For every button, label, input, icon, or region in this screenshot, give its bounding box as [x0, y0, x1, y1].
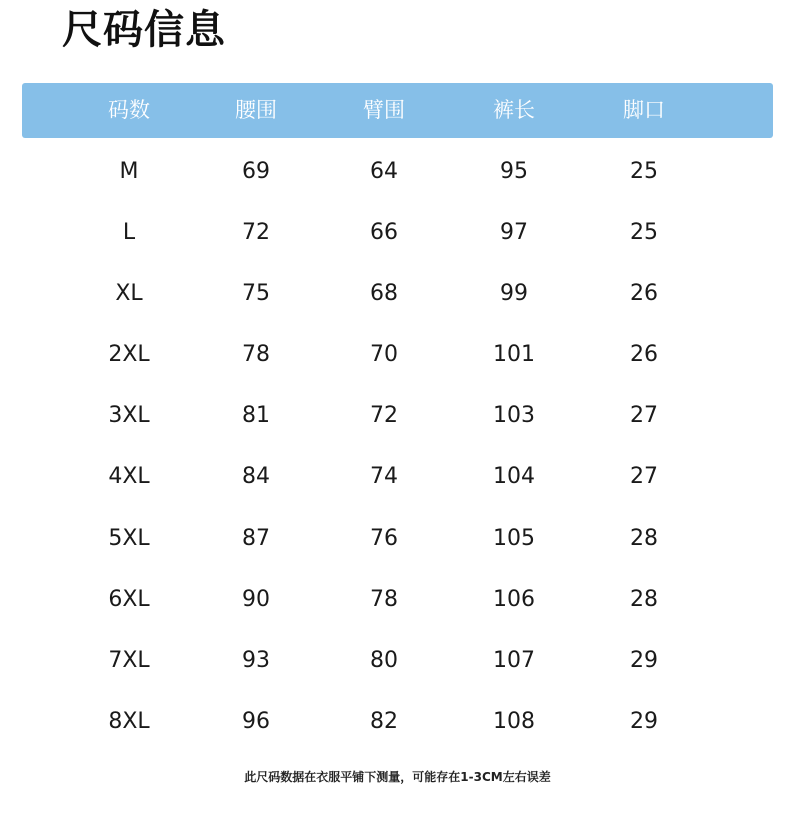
header-hem: 脚口	[623, 98, 665, 122]
table-row	[0, 691, 790, 752]
hem-cell: 27	[630, 464, 658, 489]
arm-cell: 66	[370, 220, 398, 245]
header-size: 码数	[108, 98, 150, 122]
hem-cell: 27	[630, 403, 658, 428]
arm-cell: 72	[370, 403, 398, 428]
hem-cell: 29	[630, 648, 658, 673]
arm-cell: 70	[370, 342, 398, 367]
size-cell: M	[119, 159, 139, 184]
length-cell: 101	[493, 342, 535, 367]
page-title: 尺码信息	[62, 7, 226, 53]
table-row	[0, 324, 790, 385]
hem-cell: 28	[630, 587, 658, 612]
arm-cell: 76	[370, 526, 398, 551]
hem-cell: 25	[630, 159, 658, 184]
waist-cell: 69	[242, 159, 270, 184]
header-waist: 腰围	[235, 98, 277, 122]
waist-cell: 84	[242, 464, 270, 489]
waist-cell: 96	[242, 709, 270, 734]
table-row	[0, 141, 790, 202]
length-cell: 103	[493, 403, 535, 428]
hem-cell: 26	[630, 281, 658, 306]
waist-cell: 81	[242, 403, 270, 428]
hem-cell: 26	[630, 342, 658, 367]
length-cell: 106	[493, 587, 535, 612]
table-row	[0, 446, 790, 507]
size-cell: 6XL	[108, 587, 150, 612]
length-cell: 105	[493, 526, 535, 551]
length-cell: 107	[493, 648, 535, 673]
hem-cell: 25	[630, 220, 658, 245]
arm-cell: 78	[370, 587, 398, 612]
size-cell: 5XL	[108, 526, 150, 551]
waist-cell: 93	[242, 648, 270, 673]
waist-cell: 87	[242, 526, 270, 551]
table-row	[0, 202, 790, 263]
table-header	[22, 83, 773, 138]
table-row	[0, 630, 790, 691]
waist-cell: 90	[242, 587, 270, 612]
measurement-note: 此尺码数据在衣服平铺下测量，可能存在1-3CM左右误差	[244, 770, 551, 784]
waist-cell: 72	[242, 220, 270, 245]
arm-cell: 80	[370, 648, 398, 673]
length-cell: 108	[493, 709, 535, 734]
length-cell: 104	[493, 464, 535, 489]
size-cell: XL	[115, 281, 143, 306]
size-cell: 8XL	[108, 709, 150, 734]
size-cell: 2XL	[108, 342, 150, 367]
arm-cell: 74	[370, 464, 398, 489]
waist-cell: 78	[242, 342, 270, 367]
header-length: 裤长	[493, 98, 535, 122]
waist-cell: 75	[242, 281, 270, 306]
hem-cell: 28	[630, 526, 658, 551]
arm-cell: 64	[370, 159, 398, 184]
length-cell: 99	[500, 281, 528, 306]
header-arm: 臂围	[363, 98, 405, 122]
arm-cell: 68	[370, 281, 398, 306]
length-cell: 95	[500, 159, 528, 184]
table-row	[0, 385, 790, 446]
arm-cell: 82	[370, 709, 398, 734]
size-cell: 3XL	[108, 403, 150, 428]
hem-cell: 29	[630, 709, 658, 734]
size-cell: 4XL	[108, 464, 150, 489]
table-row	[0, 569, 790, 630]
table-row	[0, 508, 790, 569]
length-cell: 97	[500, 220, 528, 245]
size-cell: 7XL	[108, 648, 150, 673]
size-cell: L	[122, 220, 136, 245]
table-row	[0, 263, 790, 324]
